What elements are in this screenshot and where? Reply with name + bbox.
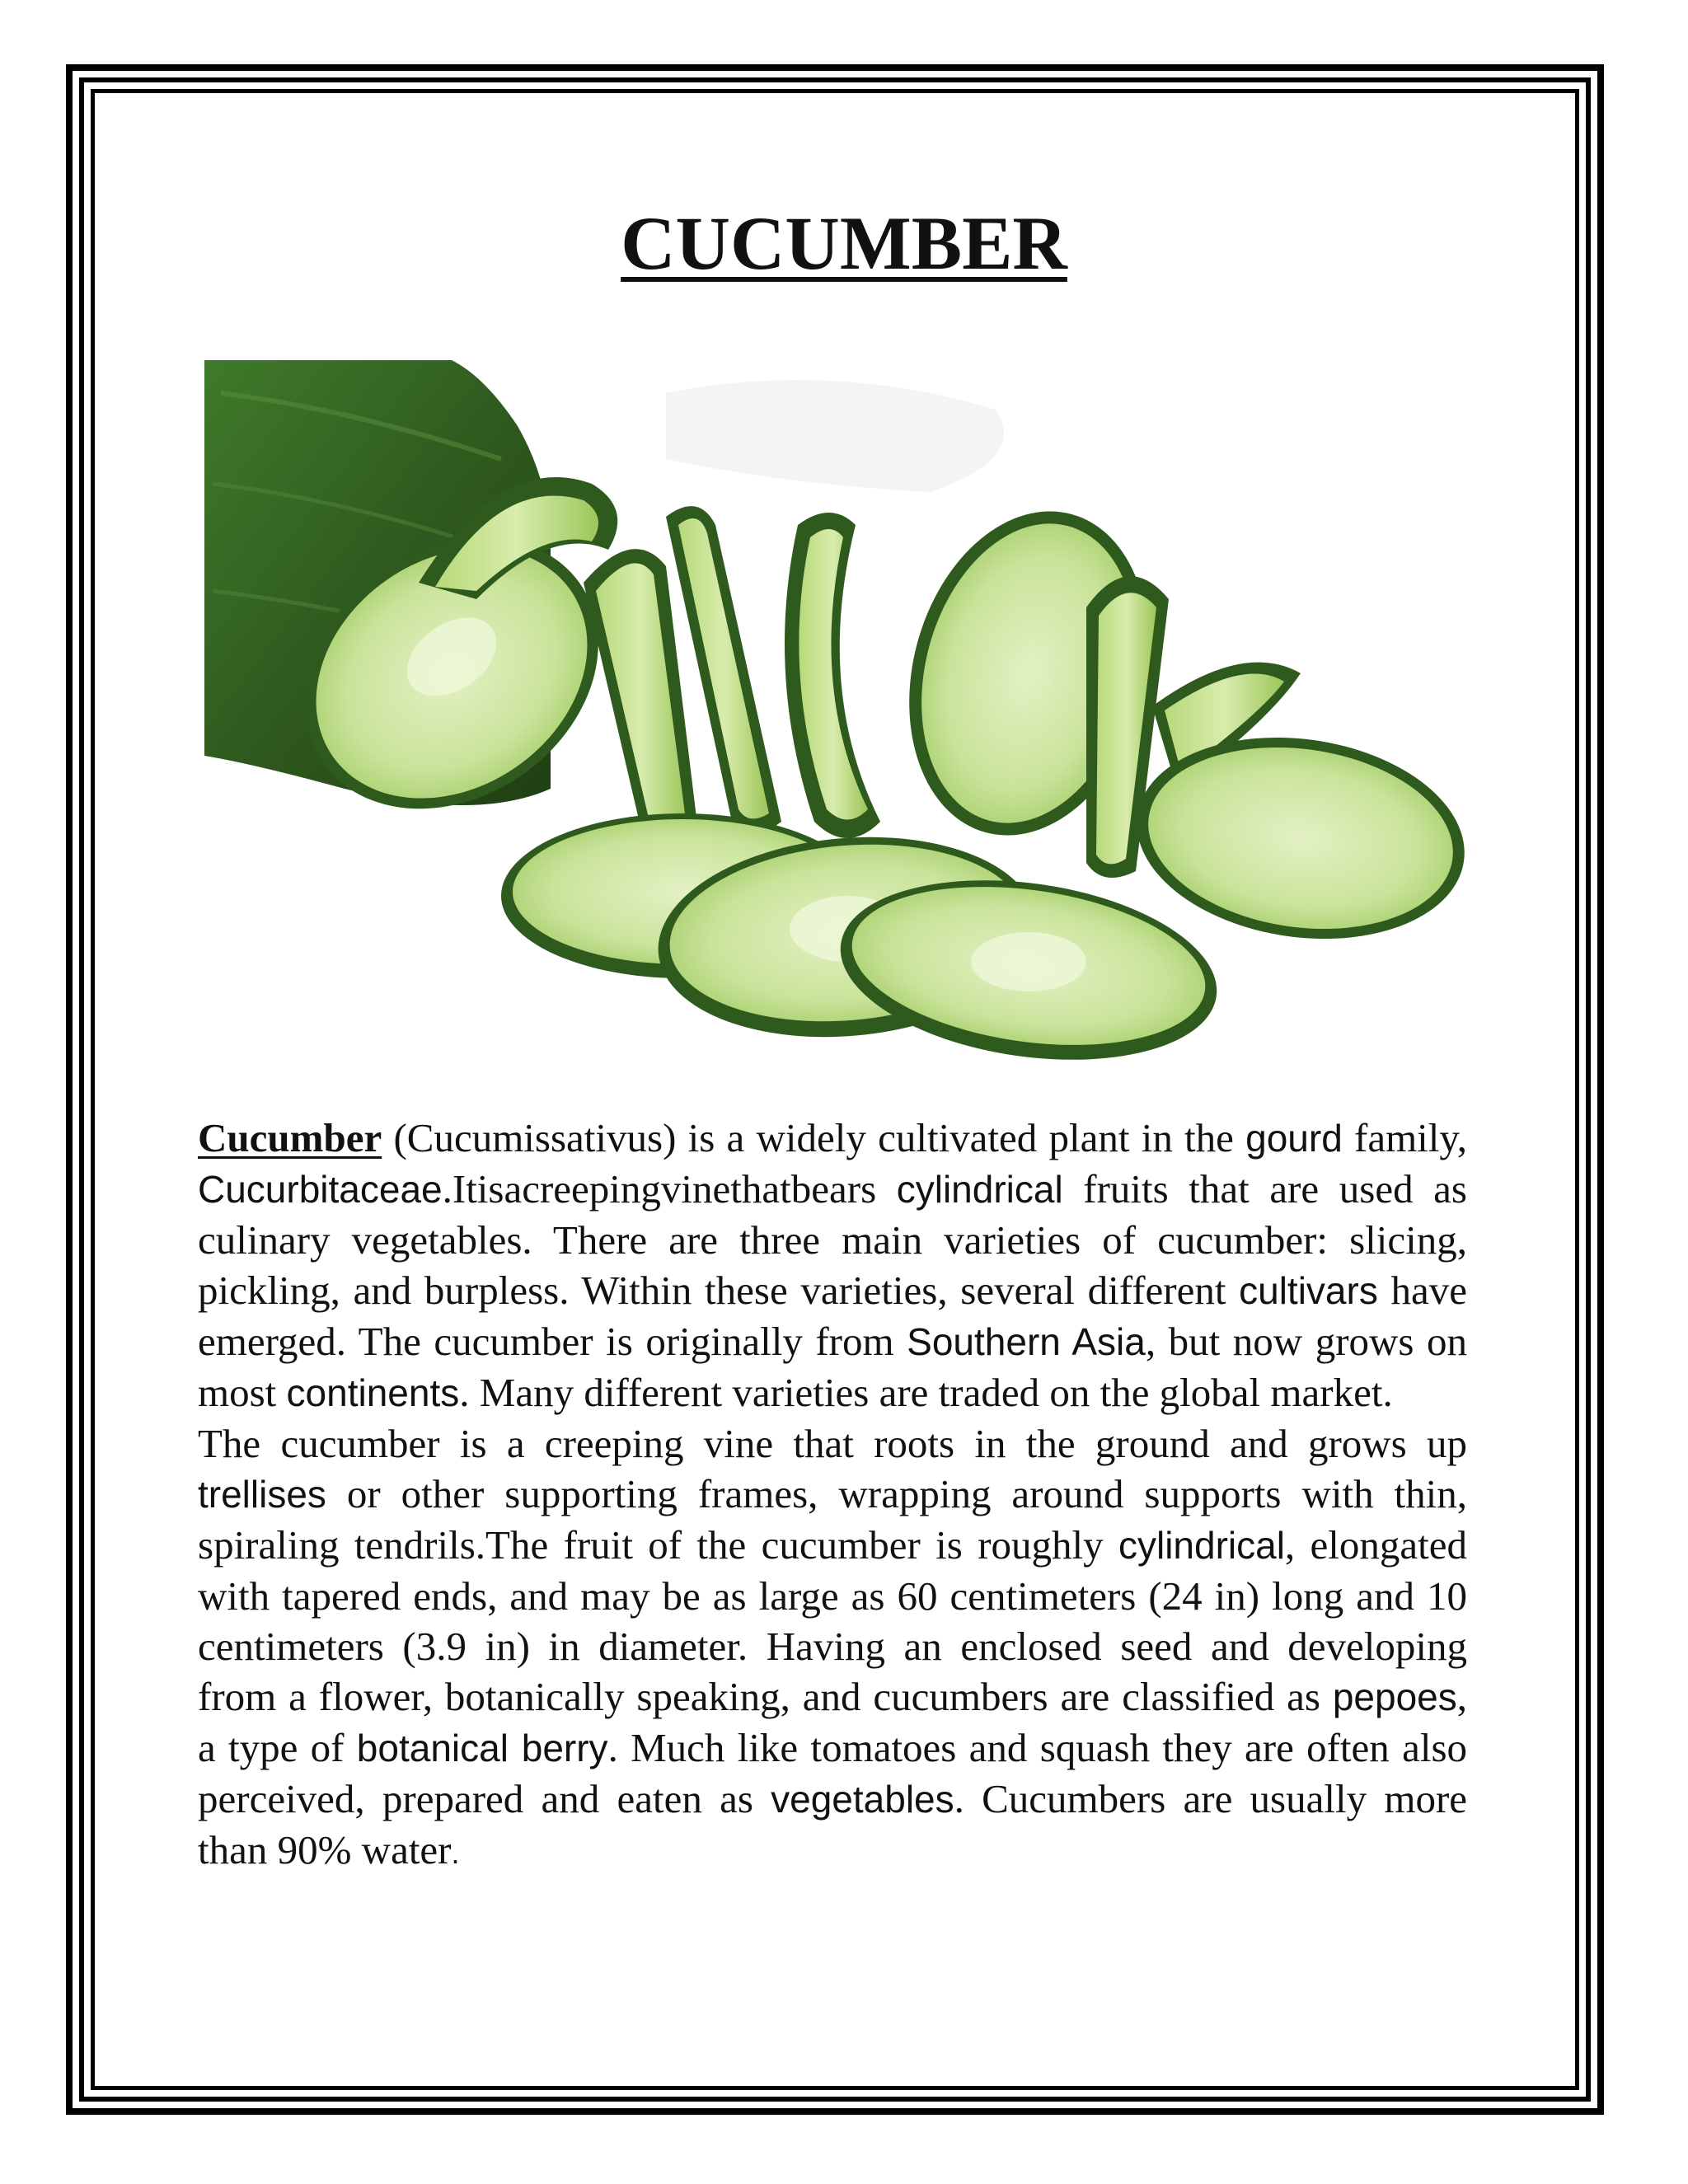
page-title-text: CUCUMBER: [621, 201, 1067, 285]
paragraph-2-text-3: , elongated with tapered ends, and may be as large as 60 centimeters (24 in) long and 10 centimeters (3.9 in) in diameter. Having an enclosed seed and developing from a flower, botanically speaking, and cucumbers are classified as: [198, 1522, 1467, 1719]
cucumber-photo: [204, 360, 1465, 1069]
page-title: [0, 198, 1688, 288]
term-cucumber-link[interactable]: Cucumber: [198, 1115, 382, 1160]
term-botanical-berry-link[interactable]: botanical berry: [356, 1727, 608, 1769]
term-vegetables-link[interactable]: vegetables: [771, 1778, 954, 1821]
paragraph-2-text-4: , a type of: [198, 1674, 1467, 1770]
paragraph-1-text-4: fruits that are used as culinary vegetables. There are three main varieties of cucumber: slicing, pickling, and burpless. Within these varieties, several different: [198, 1166, 1467, 1313]
paragraph-1-text-2: family,: [1342, 1115, 1467, 1160]
paragraph-1-text-6: , but now grows on most: [198, 1319, 1468, 1415]
paragraph-2-text-6: . Cucumbers are usually more than 90% water: [198, 1776, 1468, 1872]
center-ribbons: [584, 506, 880, 845]
paragraph-1-text-5: have emerged. The cucumber is originally from: [198, 1268, 1468, 1364]
paragraph-2-text-5: . Much like tomatoes and squash they are often also perceived, prepared and eaten as: [198, 1725, 1468, 1821]
paragraph-1-text-1: (Cucumissativus) is a widely cultivated plant in the: [382, 1115, 1246, 1160]
paragraph-2-text-1: The cucumber is a creeping vine that roots in the ground and grows up: [198, 1421, 1467, 1466]
paragraph-2: [198, 1418, 1467, 1878]
term-cylindrical-link-2[interactable]: cylindrical: [1118, 1524, 1285, 1567]
body-text: [198, 1113, 1467, 1878]
term-gourd-link[interactable]: gourd: [1245, 1117, 1343, 1160]
term-pepoes-link[interactable]: pepoes: [1332, 1675, 1457, 1718]
paragraph-2-text-2: or other supporting frames, wrapping around supports with thin, spiraling tendrils.The fruit of the cucumber is roughly: [198, 1471, 1467, 1568]
background-sheet: [666, 380, 1004, 492]
paragraph-2-end: .: [451, 1836, 460, 1870]
term-cucurbitaceae-link[interactable]: Cucurbitaceae: [198, 1168, 443, 1211]
term-cylindrical-link[interactable]: cylindrical: [896, 1168, 1063, 1211]
paragraph-1: [198, 1113, 1467, 1418]
term-trellises-link[interactable]: trellises: [198, 1473, 326, 1516]
term-cultivars-link[interactable]: cultivars: [1239, 1269, 1378, 1312]
paragraph-1-text-3: .Itisacreepingvinethatbears: [442, 1166, 897, 1212]
paragraph-1-text-7: . Many different varieties are traded on the global market.: [459, 1370, 1393, 1415]
term-continents-link[interactable]: continents: [286, 1371, 460, 1414]
cucumber-illustration: [204, 360, 1465, 1069]
term-southern-asia-link[interactable]: Southern Asia: [907, 1320, 1146, 1363]
